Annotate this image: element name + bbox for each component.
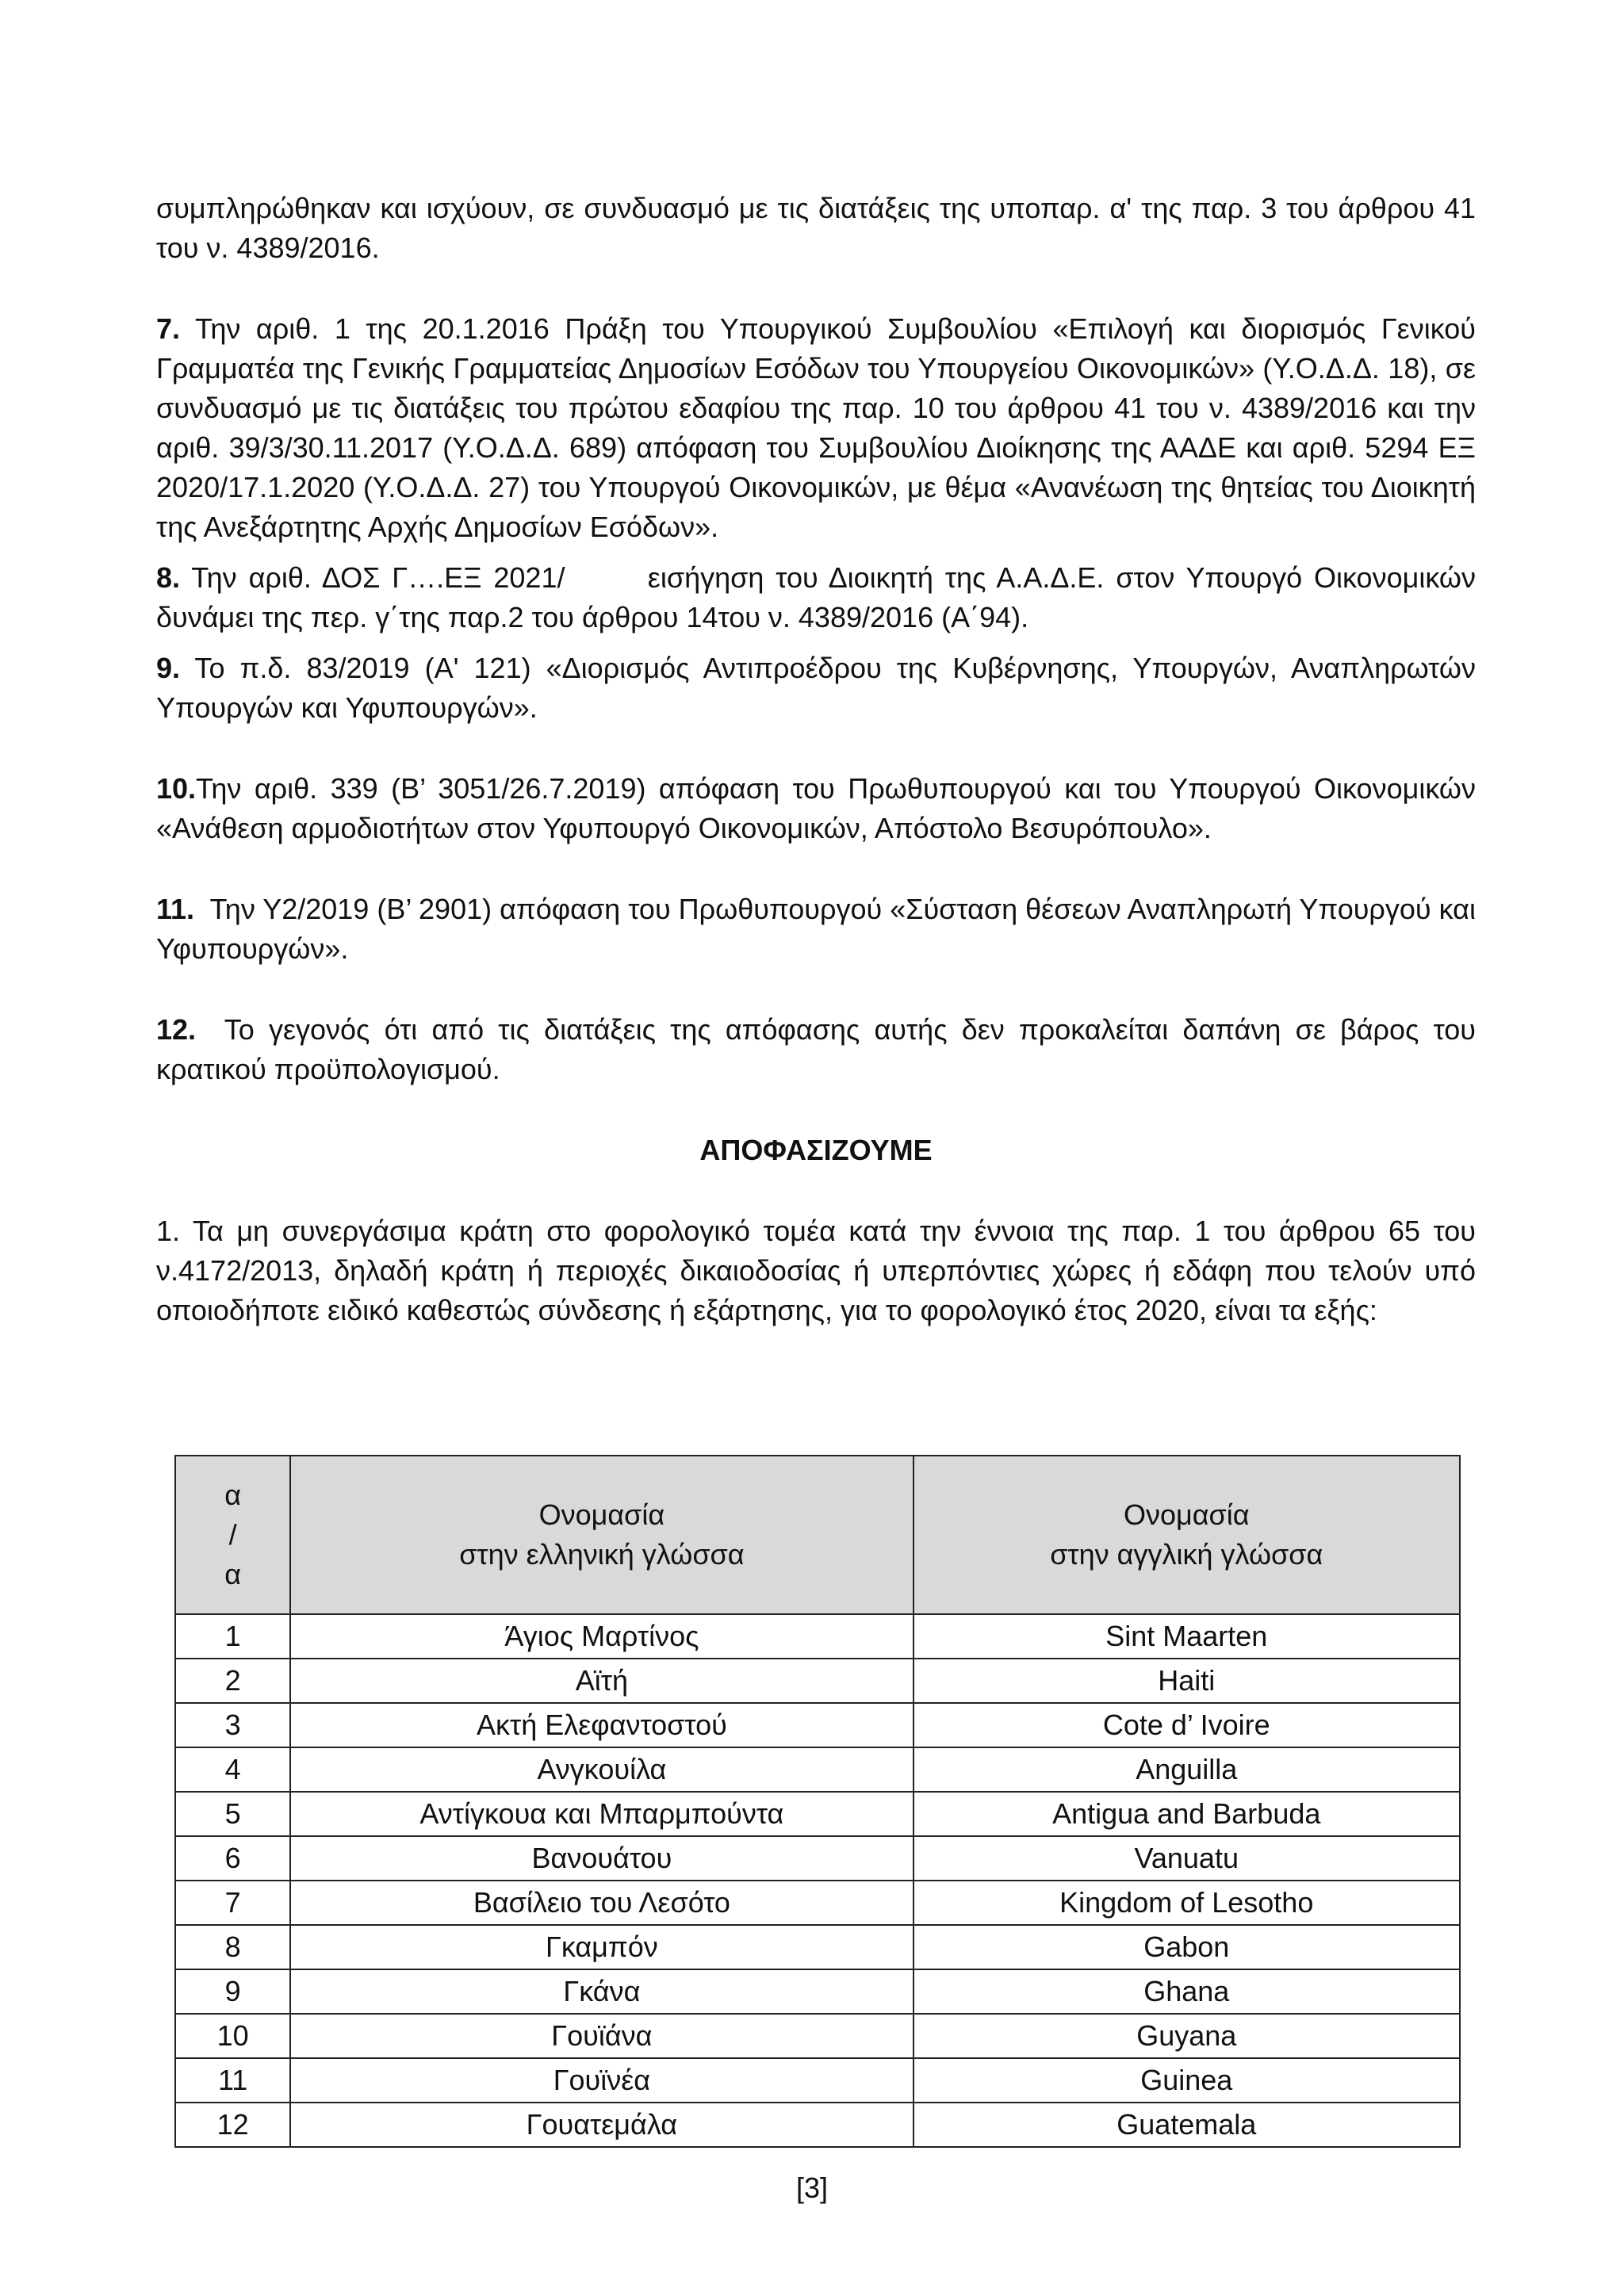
row-number: 7 bbox=[175, 1881, 290, 1925]
row-greek-name: Άγιος Μαρτίνος bbox=[290, 1614, 913, 1659]
table-row bbox=[175, 1614, 1460, 1659]
paragraph-8-text: Την αριθ. ΔΟΣ Γ….ΕΞ 2021/ εισήγηση του Διοικητή της Α.Α.Δ.Ε. στον Υπουργό Οικονομικών δυνάμει της περ. γ΄της παρ.2 του άρθρου 14του ν. 4389/2016 (Α΄94). bbox=[156, 561, 1484, 633]
paragraph-10-number: 10. bbox=[156, 772, 197, 805]
table-row bbox=[175, 1925, 1460, 1969]
document-body bbox=[156, 189, 1484, 1330]
row-greek-name: Αϊτή bbox=[290, 1659, 913, 1703]
row-greek-name: Γκάνα bbox=[290, 1969, 913, 2014]
paragraph-12 bbox=[156, 1010, 1484, 1089]
paragraph-11-text: Την Υ2/2019 (Β’ 2901) απόφαση του Πρωθυπουργού «Σύσταση θέσεων Αναπληρωτή Υπουργού και Υφυπουργών». bbox=[156, 893, 1484, 965]
table-row bbox=[175, 2014, 1460, 2058]
row-english-name: Cote d’ Ivoire bbox=[914, 1703, 1461, 1747]
row-number: 10 bbox=[175, 2014, 290, 2058]
header-greek-line1: Ονομασία bbox=[538, 1498, 665, 1531]
paragraph-9-text: Το π.δ. 83/2019 (Α' 121) «Διορισμός Αντιπροέδρου της Κυβέρνησης, Υπουργών, Αναπληρωτών Υπουργών και Υφυπουργών». bbox=[156, 652, 1476, 724]
row-number: 11 bbox=[175, 2058, 290, 2103]
row-number: 2 bbox=[175, 1659, 290, 1703]
paragraph-11-number: 11. bbox=[156, 893, 195, 925]
table-row bbox=[175, 1836, 1460, 1881]
row-number: 6 bbox=[175, 1836, 290, 1881]
non-cooperative-states-table bbox=[174, 1455, 1461, 2148]
table-row bbox=[175, 1792, 1460, 1836]
row-number: 1 bbox=[175, 1614, 290, 1659]
paragraph-9 bbox=[156, 649, 1476, 728]
row-greek-name: Ακτή Ελεφαντοστού bbox=[290, 1703, 913, 1747]
row-english-name: Vanuatu bbox=[914, 1836, 1461, 1881]
row-english-name: Antigua and Barbuda bbox=[914, 1792, 1461, 1836]
paragraph-7-number: 7. bbox=[156, 312, 181, 345]
paragraph-11 bbox=[156, 890, 1484, 969]
row-english-name: Guatemala bbox=[914, 2103, 1461, 2147]
row-english-name: Guinea bbox=[914, 2058, 1461, 2103]
header-num-line1: α bbox=[224, 1479, 242, 1511]
row-english-name: Guyana bbox=[914, 2014, 1461, 2058]
header-greek-line2: στην ελληνική γλώσσα bbox=[459, 1538, 745, 1571]
row-english-name: Kingdom of Lesotho bbox=[914, 1881, 1461, 1925]
row-greek-name: Βανουάτου bbox=[290, 1836, 913, 1881]
page-number: [3] bbox=[795, 2172, 829, 2204]
paragraph-12-text: Το γεγονός ότι από τις διατάξεις της απόφασης αυτής δεν προκαλείται δαπάνη σε βάρος του κρατικού προϋπολογισμού. bbox=[156, 1013, 1484, 1085]
row-number: 12 bbox=[175, 2103, 290, 2147]
row-greek-name: Αντίγκουα και Μπαρμπούντα bbox=[290, 1792, 913, 1836]
row-number: 9 bbox=[175, 1969, 290, 2014]
decision-paragraph-1: 1. Τα μη συνεργάσιμα κράτη στο φορολογικό τομέα κατά την έννοια της παρ. 1 του άρθρου 65 του ν.4172/2013, δηλαδή κράτη ή περιοχές δικαιοδοσίας ή υπερπόντιες χώρες ή εδάφη που τελούν υπό οποιοδήποτε ειδικό καθεστώς σύνδεσης ή εξάρτησης, για το φορολογικό έτος 2020, είναι τα εξής: bbox=[156, 1215, 1476, 1326]
header-greek-name bbox=[290, 1456, 913, 1614]
row-english-name: Sint Maarten bbox=[914, 1614, 1461, 1659]
table-row bbox=[175, 1969, 1460, 2014]
header-serial-number bbox=[175, 1456, 290, 1614]
row-number: 5 bbox=[175, 1792, 290, 1836]
row-greek-name: Γουϊνέα bbox=[290, 2058, 913, 2103]
table-header-row bbox=[175, 1456, 1460, 1614]
row-number: 8 bbox=[175, 1925, 290, 1969]
paragraph-8-number: 8. bbox=[156, 561, 181, 594]
paragraph-7 bbox=[156, 309, 1476, 547]
table-row bbox=[175, 2103, 1460, 2147]
decision-heading: ΑΠΟΦΑΣΙΖΟΥΜΕ bbox=[699, 1134, 933, 1166]
row-english-name: Anguilla bbox=[914, 1747, 1461, 1792]
table-row bbox=[175, 1747, 1460, 1792]
row-number: 4 bbox=[175, 1747, 290, 1792]
paragraph-7-text: Την αριθ. 1 της 20.1.2016 Πράξη του Υπουργικού Συμβουλίου «Επιλογή και διορισμός Γενικού Γραμματέα της Γενικής Γραμματείας Δημοσίων Εσόδων του Υπουργείου Οικονομικών» (Υ.Ο.Δ.Δ. 18), σε συνδυασμό με τις διατάξεις του πρώτου εδαφίου της παρ. 10 του άρθρου 41 του ν. 4389/2016 και την αριθ. 39/3/30.11.2017 (Υ.Ο.Δ.Δ. 689) απόφαση του Συμβουλίου Διοίκησης της ΑΑΔΕ και αριθ. 5294 ΕΞ 2020/17.1.2020 (Υ.Ο.Δ.Δ. 27) του Υπουργού Οικονομικών, με θέμα «Ανανέωση της θητείας του Διοικητή της Ανεξάρτητης Αρχής Δημοσίων Εσόδων». bbox=[156, 312, 1476, 543]
row-english-name: Gabon bbox=[914, 1925, 1461, 1969]
row-greek-name: Ανγκουίλα bbox=[290, 1747, 913, 1792]
header-num-line2: / bbox=[228, 1518, 237, 1551]
row-greek-name: Γουατεμάλα bbox=[290, 2103, 913, 2147]
table-row bbox=[175, 1881, 1460, 1925]
header-english-name bbox=[914, 1456, 1461, 1614]
row-greek-name: Γκαμπόν bbox=[290, 1925, 913, 1969]
paragraph-8 bbox=[156, 558, 1484, 637]
paragraph-10-text: Την αριθ. 339 (Β’ 3051/26.7.2019) απόφαση του Πρωθυπουργού και του Υπουργού Οικονομικών «Ανάθεση αρμοδιοτήτων στον Υφυπουργό Οικονομικών, Απόστολο Βεσυρόπουλο». bbox=[156, 772, 1476, 844]
paragraph-6-continuation: συμπληρώθηκαν και ισχύουν, σε συνδυασμό με τις διατάξεις της υποπαρ. α' της παρ. 3 του άρθρου 41 του ν. 4389/2016. bbox=[156, 192, 1476, 264]
header-num-line3: α bbox=[224, 1558, 242, 1590]
header-english-line1: Ονομασία bbox=[1123, 1498, 1250, 1531]
paragraph-10 bbox=[156, 769, 1476, 848]
table-row bbox=[175, 1659, 1460, 1703]
table-row bbox=[175, 2058, 1460, 2103]
table-row bbox=[175, 1703, 1460, 1747]
row-english-name: Ghana bbox=[914, 1969, 1461, 2014]
row-number: 3 bbox=[175, 1703, 290, 1747]
row-english-name: Haiti bbox=[914, 1659, 1461, 1703]
header-english-line2: στην αγγλική γλώσσα bbox=[1050, 1538, 1323, 1571]
paragraph-9-number: 9. bbox=[156, 652, 181, 684]
paragraph-12-number: 12. bbox=[156, 1013, 197, 1046]
row-greek-name: Γουϊάνα bbox=[290, 2014, 913, 2058]
row-greek-name: Βασίλειο του Λεσότο bbox=[290, 1881, 913, 1925]
